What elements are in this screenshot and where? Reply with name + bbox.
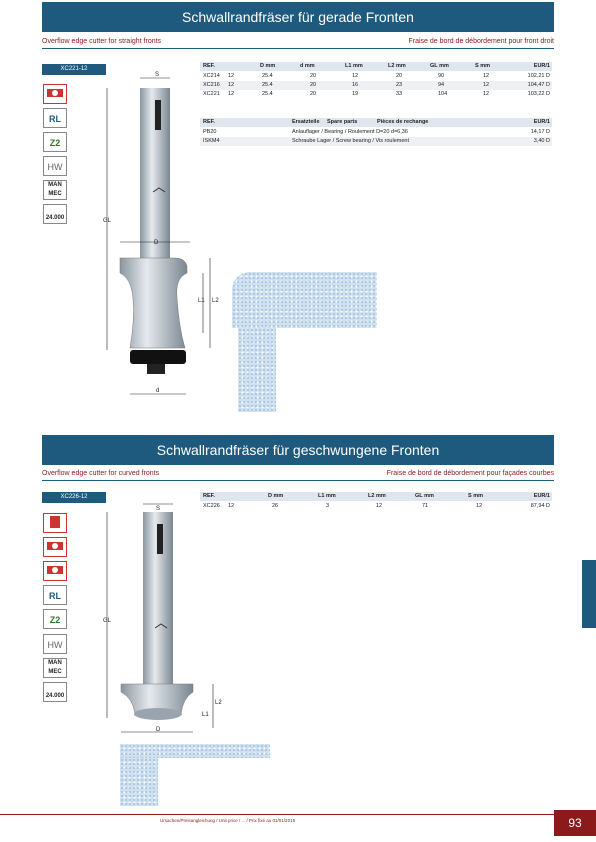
- section1-spares-table: [200, 118, 552, 154]
- table-row: XC214 12 25.4 20 12 20 90 12 102,21 D: [203, 73, 550, 79]
- col-s: S mm: [475, 63, 490, 69]
- section2-workpiece-top: [120, 744, 270, 758]
- saw-blade-icon: [43, 537, 67, 557]
- dim-l1-label: L1: [198, 298, 205, 304]
- section1-subtitle-fr: Fraise de bord de débordement pour front droit: [408, 38, 554, 45]
- rotation-rl-icon: RL: [43, 585, 67, 605]
- hw-icon: HW: [43, 156, 67, 176]
- dim-l2-label: L2: [212, 298, 219, 304]
- dim-gl-label: GL: [103, 218, 112, 224]
- section1-subtitle: [42, 36, 554, 49]
- col-d-small: d mm: [300, 63, 315, 69]
- dim-s-label: S: [156, 506, 161, 512]
- spares-row: ISKM4 Schraube Lager / Screw bearing / Vis roulement 3,40 D: [200, 137, 552, 146]
- table-row: XC226 12 26 3 12 71 12 87,94 D: [203, 503, 550, 509]
- section2-table: [200, 492, 552, 512]
- man-mec-icon: MAN MEC: [43, 180, 67, 200]
- dim-s-label: S: [155, 72, 160, 78]
- col-l2: L2 mm: [388, 63, 406, 69]
- col-eur: EUR/1: [533, 63, 550, 69]
- saw-blade-alt-icon: [43, 561, 67, 581]
- section1-title: Schwallrandfräser für gerade Fronten: [42, 2, 554, 32]
- section1-product-code: XC221-12: [42, 64, 106, 75]
- footer-text: Ursachen/Preisangleichung / Unit price / ... / Prix fixé au 01/01/2015: [160, 818, 296, 823]
- rpm-icon: 24.000: [43, 682, 67, 702]
- dim-l2-label: L2: [215, 700, 222, 706]
- section1-cutter-drawing: [95, 68, 235, 408]
- dim-d-label: D: [156, 727, 161, 733]
- spares-header: REF. Ersatzteile Spare parts Pièces de rechange EUR/1: [200, 118, 552, 127]
- section2-subtitle-fr: Fraise de bord de débordement pour façades courbes: [386, 470, 554, 477]
- table-row: XC216 12 25.4 20 16 23 94 12 104,47 D: [200, 81, 552, 90]
- section2-subtitle: [42, 468, 554, 481]
- table-row: XC221 12 25.4 20 19 33 104 12 103,22 D: [203, 91, 550, 97]
- man-mec-icon: MAN MEC: [43, 658, 67, 678]
- table-header: [200, 62, 552, 71]
- section2-cutter-drawing: [95, 498, 235, 738]
- col-ref: REF.: [203, 63, 215, 69]
- rotation-rl-icon: RL: [43, 108, 67, 128]
- dim-small-d-label: d: [156, 388, 160, 394]
- section1-workpiece-front: [238, 328, 276, 412]
- footer-line: [0, 814, 596, 815]
- dim-d-label: D: [154, 240, 159, 246]
- table-header: REF. D mm L1 mm L2 mm GL mm S mm EUR/1: [200, 492, 552, 501]
- dim-gl-label: GL: [103, 618, 112, 624]
- chapter-tab: [582, 560, 596, 628]
- dim-l1-label: L1: [202, 712, 209, 718]
- col-gl: GL mm: [430, 63, 449, 69]
- section1-workpiece-top: [232, 272, 377, 328]
- col-l1: L1 mm: [345, 63, 363, 69]
- section2-title: Schwallrandfräser für geschwungene Fronten: [42, 435, 554, 465]
- section1-subtitle-en: Overflow edge cutter for straight fronts: [42, 38, 162, 45]
- teeth-z2-icon: Z2: [43, 132, 67, 152]
- section2-workpiece-front: [120, 758, 158, 806]
- section2-product-code: XC226-12: [42, 492, 106, 503]
- page-number: 93: [554, 810, 596, 836]
- saw-blade-icon: [43, 84, 67, 104]
- teeth-z2-icon: Z2: [43, 609, 67, 629]
- hw-icon: HW: [43, 634, 67, 654]
- col-d: D mm: [260, 63, 276, 69]
- spares-row: PB20 Anlauflager / Bearing / Roulement D=20 d=6,36 14,17 D: [203, 129, 550, 135]
- cut-type-icon: [43, 513, 67, 533]
- section1-table: [200, 62, 552, 112]
- rpm-icon: 24.000: [43, 204, 67, 224]
- section2-subtitle-en: Overflow edge cutter for curved fronts: [42, 470, 160, 477]
